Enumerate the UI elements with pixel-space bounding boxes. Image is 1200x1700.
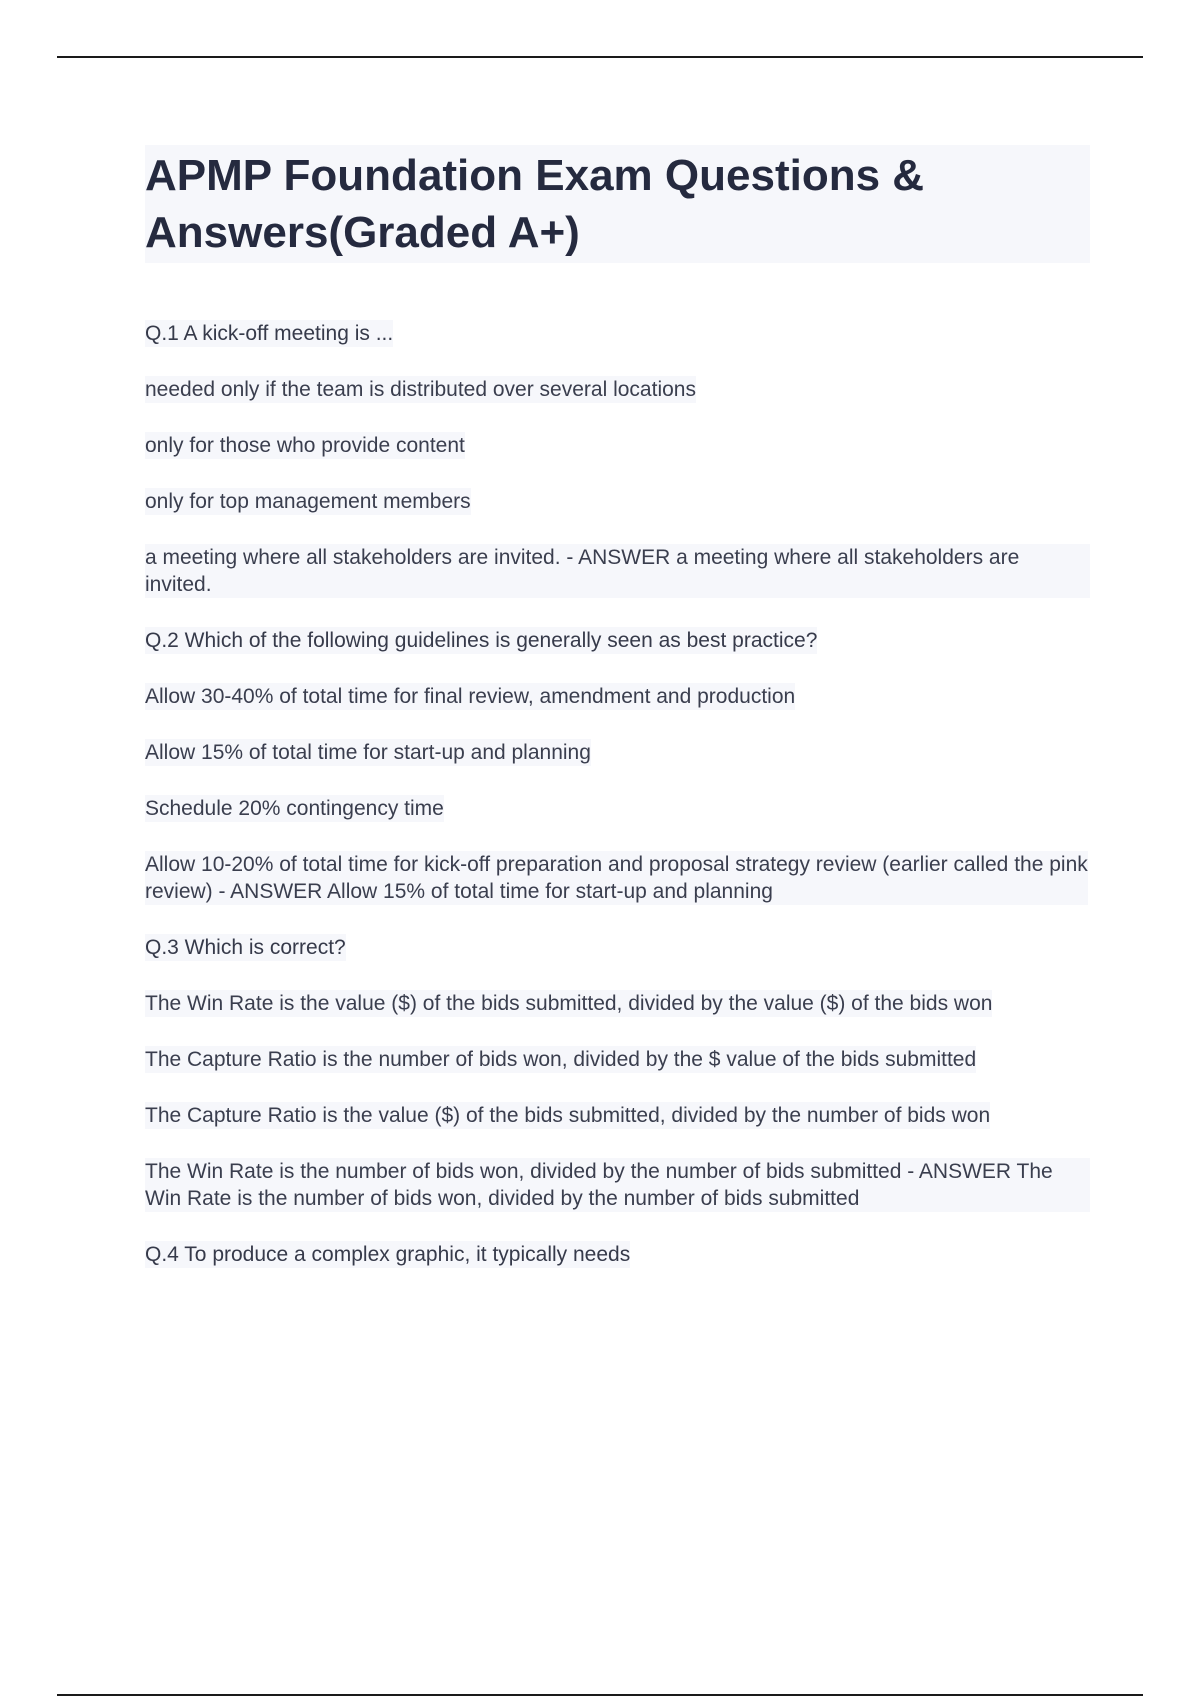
q2-option-1: Allow 30-40% of total time for final review, amendment and production: [145, 685, 796, 708]
question-1: Q.1 A kick-off meeting is ...: [145, 322, 394, 345]
q2-option-3: Schedule 20% contingency time: [145, 797, 444, 820]
header-rule: [57, 56, 1143, 58]
q2-option-2: Allow 15% of total time for start-up and planning: [145, 741, 591, 764]
q1-option-4-answer: a meeting where all stakeholders are invited. - ANSWER a meeting where all stakeholders are invited.: [145, 544, 1090, 598]
question-list: [145, 320, 1090, 1268]
question-4: Q.4 To produce a complex graphic, it typically needs: [145, 1243, 631, 1266]
q1-option-1: needed only if the team is distributed over several locations: [145, 378, 696, 401]
q1-option-2: only for those who provide content: [145, 434, 465, 457]
q2-option-4-answer: Allow 10-20% of total time for kick-off preparation and proposal strategy review (earlier called the pink review) - ANSWER Allow 15% of total time for start-up and planning: [145, 853, 1088, 903]
question-2: Q.2 Which of the following guidelines is generally seen as best practice?: [145, 629, 818, 652]
q3-option-4-answer: The Win Rate is the number of bids won, divided by the number of bids submitted - ANSWER The Win Rate is the number of bids won, divided by the number of bids submitted: [145, 1158, 1090, 1212]
document-title: APMP Foundation Exam Questions & Answers(Graded A+): [145, 145, 1090, 263]
document-body: [145, 145, 1090, 1297]
question-3: Q.3 Which is correct?: [145, 936, 346, 959]
q3-option-1: The Win Rate is the value ($) of the bids submitted, divided by the value ($) of the bids won: [145, 992, 993, 1015]
q3-option-3: The Capture Ratio is the value ($) of the bids submitted, divided by the number of bids won: [145, 1104, 991, 1127]
footer-rule: [57, 1694, 1143, 1696]
q3-option-2: The Capture Ratio is the number of bids won, divided by the $ value of the bids submitted: [145, 1048, 977, 1071]
q1-option-3: only for top management members: [145, 490, 471, 513]
